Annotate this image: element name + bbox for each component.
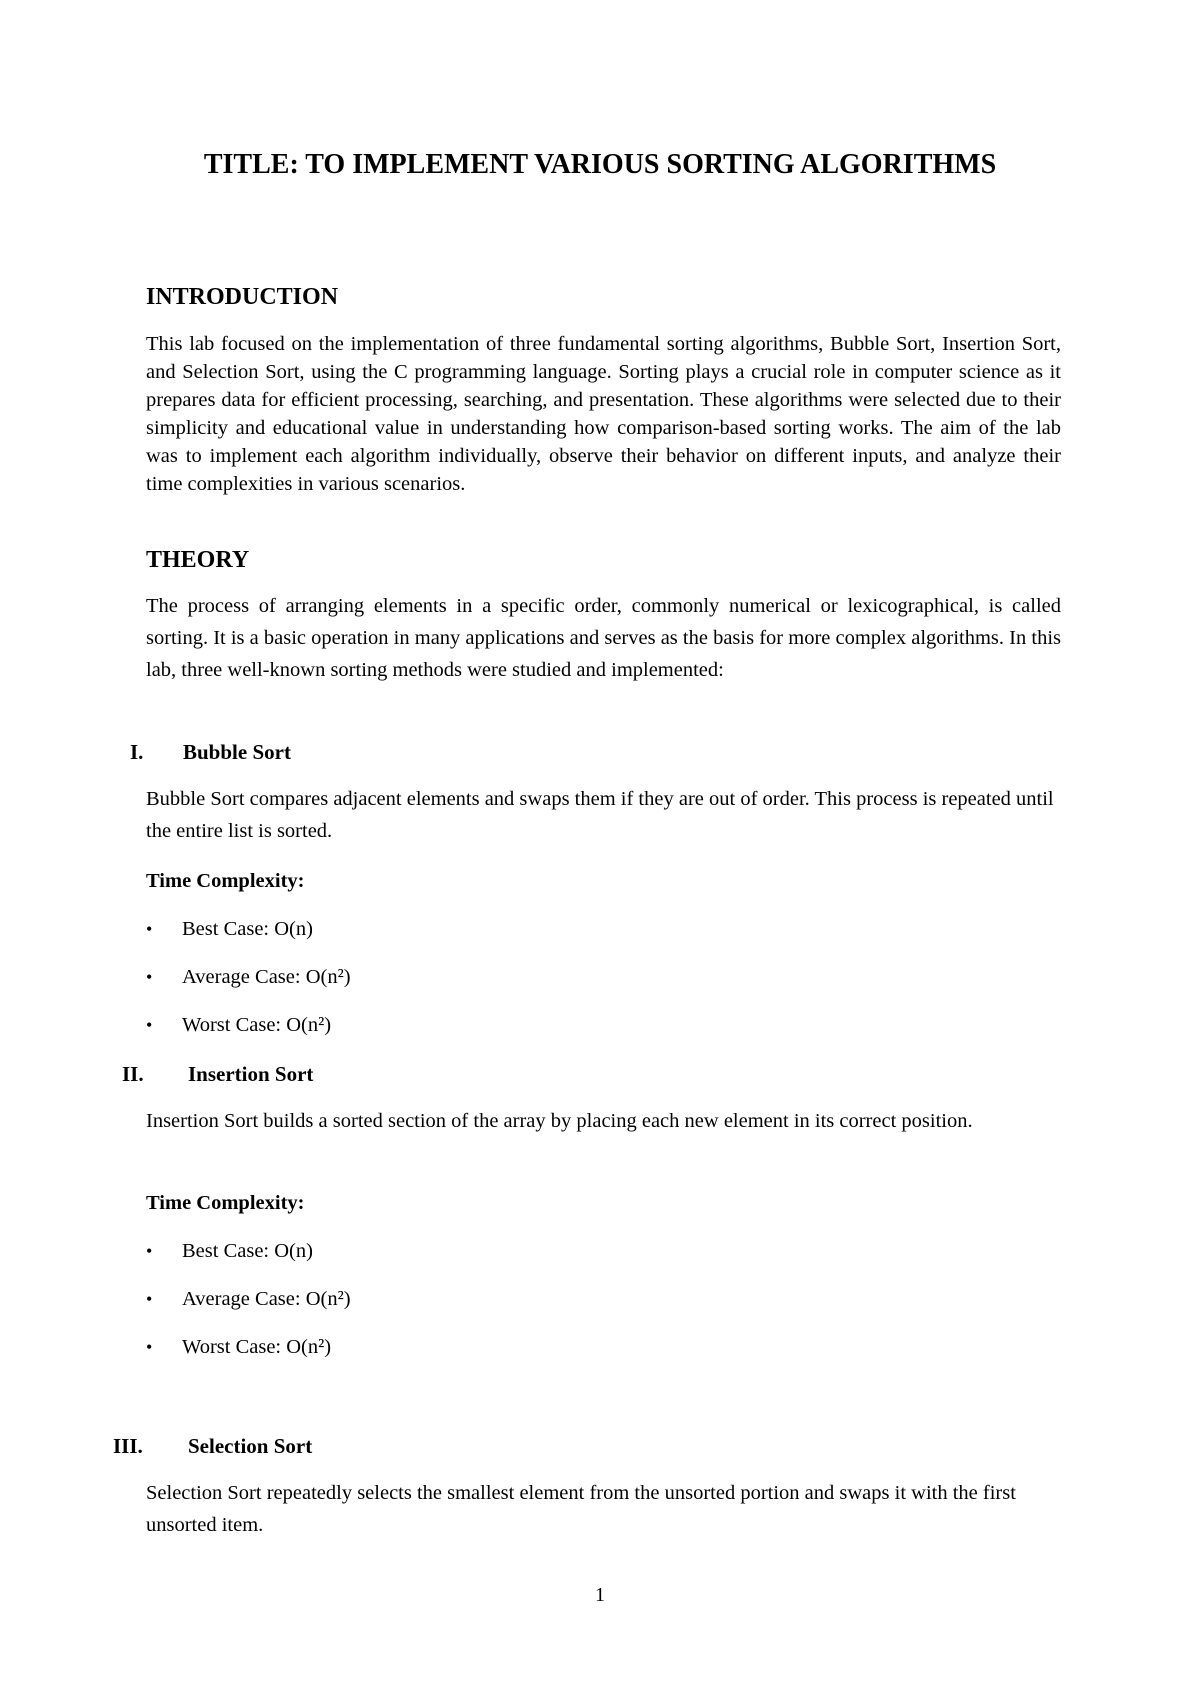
page-title-text: TITLE: TO IMPLEMENT VARIOUS SORTING ALGORITHMS <box>203 149 997 180</box>
bubble-sort-heading: Bubble Sort <box>183 740 291 764</box>
insertion-average-case-item <box>146 1285 351 1313</box>
bullet-icon: • <box>146 967 153 987</box>
bubble-sort-complexity-label: Time Complexity: <box>146 870 305 892</box>
bubble-best-case: Best Case: O(n) <box>182 918 313 940</box>
bubble-average-case-item <box>146 963 351 991</box>
selection-sort-numeral: III. <box>113 1434 143 1458</box>
insertion-worst-case: Worst Case: O(n²) <box>182 1336 332 1358</box>
insertion-worst-case-item <box>146 1333 331 1361</box>
theory-heading: THEORY <box>146 547 250 573</box>
insertion-sort-numeral: II. <box>122 1062 144 1086</box>
insertion-best-case: Best Case: O(n) <box>182 1240 313 1262</box>
introduction-paragraph: This lab focused on the implementation of three fundamental sorting algorithms, Bubble Sort, Insertion Sort, and Selection Sort, using the C programming language. Sorting plays a crucial role in computer science as it prepares data for efficient processing, searching, and presentation. These algorithms were selected due to their simplicity and educational value in understanding how comparison-based sorting works. The aim of the lab was to implement each algorithm individually, observe their behavior on different inputs, and analyze their time complexities in various scenarios. <box>146 333 1061 495</box>
bubble-best-case-item <box>146 915 313 943</box>
introduction-heading: INTRODUCTION <box>146 284 339 310</box>
selection-sort-heading: Selection Sort <box>188 1434 313 1458</box>
page-title <box>0 146 1200 184</box>
bullet-icon: • <box>146 1337 153 1357</box>
bullet-icon: • <box>146 919 153 939</box>
bubble-sort-numeral: I. <box>130 740 144 764</box>
insertion-sort-description: Insertion Sort builds a sorted section of the array by placing each new element in its correct position. <box>146 1110 973 1132</box>
insertion-best-case-item <box>146 1237 313 1265</box>
insertion-sort-complexity-label: Time Complexity: <box>146 1192 305 1214</box>
insertion-sort-heading: Insertion Sort <box>188 1062 314 1086</box>
bullet-icon: • <box>146 1289 153 1309</box>
bubble-average-case: Average Case: O(n²) <box>182 966 351 988</box>
bubble-worst-case-item <box>146 1011 331 1039</box>
bullet-icon: • <box>146 1015 153 1035</box>
theory-paragraph: The process of arranging elements in a specific order, commonly numerical or lexicographical, is called sorting. It is a basic operation in many applications and serves as the basis for more complex algorithms. In this lab, three well-known sorting methods were studied and implemented: <box>146 595 1061 681</box>
selection-sort-description: Selection Sort repeatedly selects the smallest element from the unsorted portion and swaps it with the first unsorted item. <box>146 1482 1016 1536</box>
bubble-sort-description: Bubble Sort compares adjacent elements and swaps them if they are out of order. This process is repeated until the entire list is sorted. <box>146 788 1054 842</box>
insertion-average-case: Average Case: O(n²) <box>182 1288 351 1310</box>
bubble-worst-case: Worst Case: O(n²) <box>182 1014 332 1036</box>
bullet-icon: • <box>146 1241 153 1261</box>
page-number: 1 <box>595 1584 605 1606</box>
